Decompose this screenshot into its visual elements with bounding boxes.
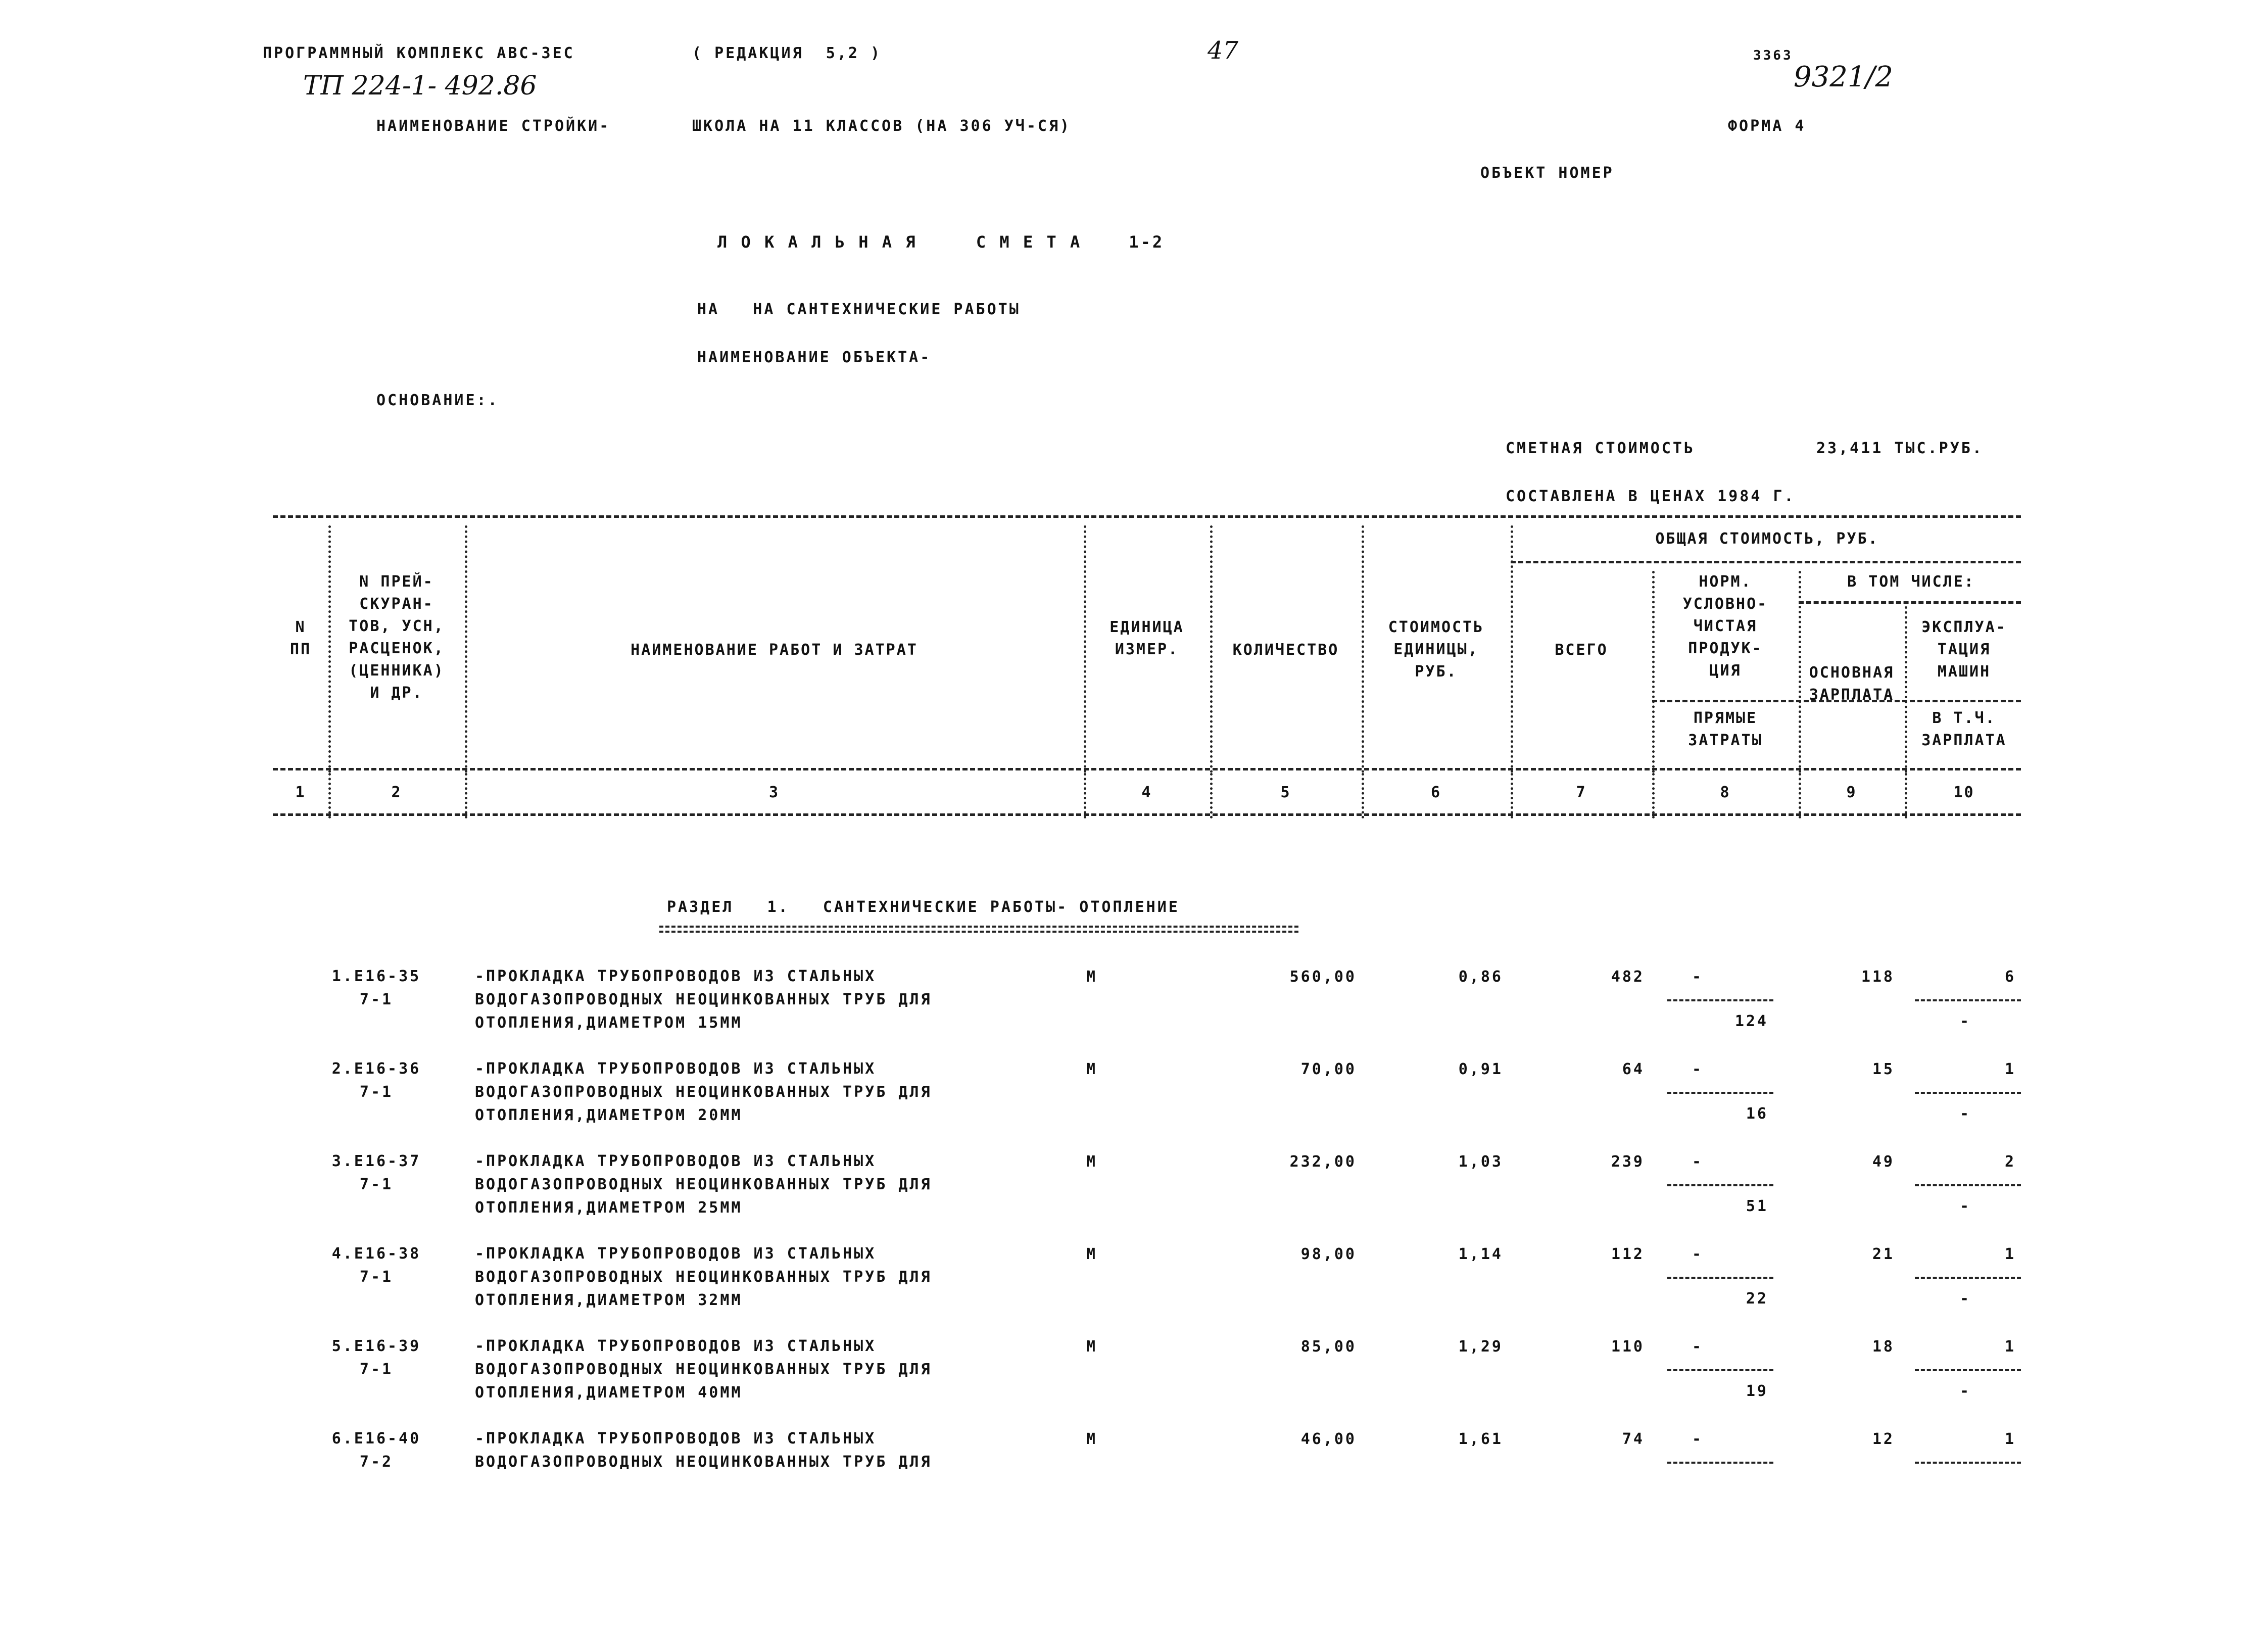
incl-rule — [1799, 601, 2021, 604]
row-qty: 85,00 — [1300, 1338, 1357, 1356]
column-numbers-bottom-rule — [273, 813, 2021, 816]
row-name: -ПРОКЛАДКА ТРУБОПРОВОДОВ ИЗ СТАЛЬНЫХ ВОДОГАЗОПРОВОДНЫХ НЕОЦИНКОВАННЫХ ТРУБ ДЛЯ ОТОПЛЕНИЯ,ДИАМЕТРОМ 40ММ — [475, 1337, 932, 1402]
col-header-group-total: ОБЩАЯ СТОИМОСТЬ, РУБ. — [1655, 530, 1879, 548]
row-mach-wage: - — [1959, 1197, 1971, 1215]
row-price: 1,61 — [1458, 1430, 1503, 1448]
row-direct: 51 — [1746, 1197, 1768, 1215]
cost-label: СМЕТНАЯ СТОИМОСТЬ — [1506, 440, 1696, 457]
row-norm: - — [1692, 968, 1704, 986]
row-wage: 21 — [1872, 1245, 1895, 1263]
row-price: 1,29 — [1458, 1338, 1503, 1356]
section-title: РАЗДЕЛ 1. САНТЕХНИЧЕСКИЕ РАБОТЫ- ОТОПЛЕНИЕ — [667, 898, 1180, 916]
row-qty: 232,00 — [1289, 1153, 1357, 1171]
row-divider — [1667, 1184, 1773, 1186]
row-mach: 1 — [2004, 1245, 2016, 1263]
handwritten-num: 9321/2 — [1794, 61, 1894, 93]
row-mach: 1 — [2004, 1430, 2016, 1448]
row-mach-wage: - — [1959, 1382, 1971, 1400]
row-divider — [1915, 1184, 2021, 1186]
row-unit: М — [1086, 968, 1098, 986]
row-direct: 16 — [1746, 1105, 1768, 1123]
row-total: 64 — [1622, 1060, 1645, 1078]
col-number: 5 — [1280, 784, 1291, 801]
row-norm: - — [1692, 1060, 1704, 1078]
row-direct: 22 — [1746, 1290, 1768, 1308]
row-code: 1.Е16-35 7-1 — [331, 968, 421, 1008]
section-underline — [659, 926, 1298, 928]
col-header-8-bottom: ПРЯМЫЕ ЗАТРАТЫ — [1688, 709, 1763, 749]
row-direct: 124 — [1734, 1012, 1768, 1030]
col-header-1: N ПП — [289, 618, 312, 658]
table-top-rule — [273, 515, 2021, 518]
row-qty: 560,00 — [1289, 968, 1357, 986]
row-total: 110 — [1611, 1338, 1645, 1356]
col-header-7: ВСЕГО — [1555, 641, 1608, 659]
col-number: 4 — [1141, 784, 1152, 801]
col-number: 1 — [295, 784, 306, 801]
row-divider — [1915, 1462, 2021, 1464]
row-unit: М — [1086, 1153, 1098, 1171]
col-number: 8 — [1720, 784, 1731, 801]
row-total: 239 — [1611, 1153, 1645, 1171]
row-divider — [1915, 999, 2021, 1001]
row-name: -ПРОКЛАДКА ТРУБОПРОВОДОВ ИЗ СТАЛЬНЫХ ВОДОГАЗОПРОВОДНЫХ НЕОЦИНКОВАННЫХ ТРУБ ДЛЯ ОТОПЛЕНИЯ,ДИАМЕТРОМ 25ММ — [475, 1152, 932, 1217]
edition-label: ( РЕДАКЦИЯ 5,2 ) — [692, 44, 882, 62]
row-wage: 49 — [1872, 1153, 1895, 1171]
row-price: 0,91 — [1458, 1060, 1503, 1078]
row-divider — [1667, 1277, 1773, 1279]
construction-value: ШКОЛА НА 11 КЛАССОВ (НА 306 УЧ-СЯ) — [692, 117, 1072, 135]
row-mach: 1 — [2004, 1338, 2016, 1356]
row-mach-wage: - — [1959, 1290, 1971, 1308]
construction-label: НАИМЕНОВАНИЕ СТРОЙКИ- — [376, 117, 611, 135]
group-rule — [1511, 561, 2021, 563]
col-header-4: ЕДИНИЦА ИЗМЕР. — [1109, 618, 1184, 658]
row-wage: 12 — [1872, 1430, 1895, 1448]
row-qty: 70,00 — [1300, 1060, 1357, 1078]
row-norm: - — [1692, 1430, 1704, 1448]
table-header-bottom-rule — [273, 768, 2021, 770]
basis-label: ОСНОВАНИЕ:. — [376, 392, 499, 409]
col-header-group-incl: В ТОМ ЧИСЛЕ: — [1847, 573, 1975, 591]
object-name: НАИМЕНОВАНИЕ ОБЪЕКТА- — [697, 349, 932, 366]
row-code: 2.Е16-36 7-1 — [331, 1060, 421, 1101]
row-divider — [1667, 1092, 1773, 1094]
row-divider — [1667, 1462, 1773, 1464]
row-divider — [1915, 1092, 2021, 1094]
col-number: 3 — [768, 784, 780, 801]
row-unit: М — [1086, 1245, 1098, 1263]
row-mach: 6 — [2004, 968, 2016, 986]
object-number: ОБЪЕКТ НОМЕР — [1480, 164, 1614, 182]
col-header-10-top: ЭКСПЛУА- ТАЦИЯ МАШИН — [1921, 618, 2007, 681]
row-code: 4.Е16-38 7-1 — [331, 1245, 421, 1286]
col-header-2: N ПРЕЙ- СКУРАН- ТОВ, УСН, РАСЦЕНОК, (ЦЕННИКА) И ДР. — [349, 573, 445, 702]
col-header-10-bottom: В Т.Ч. ЗАРПЛАТА — [1921, 709, 2007, 749]
col-number: 10 — [1953, 784, 1975, 801]
col-header-8-top: НОРМ. УСЛОВНО- ЧИСТАЯ ПРОДУК- ЦИЯ — [1682, 573, 1768, 680]
program-name: ПРОГРАММНЫЙ КОМПЛЕКС АВС-3ЕС — [263, 44, 575, 62]
row-divider — [1915, 1277, 2021, 1279]
row-price: 1,14 — [1458, 1245, 1503, 1263]
row-unit: М — [1086, 1338, 1098, 1356]
col-header-3: НАИМЕНОВАНИЕ РАБОТ И ЗАТРАТ — [631, 641, 918, 659]
row-total: 74 — [1622, 1430, 1645, 1448]
row-name: -ПРОКЛАДКА ТРУБОПРОВОДОВ ИЗ СТАЛЬНЫХ ВОДОГАЗОПРОВОДНЫХ НЕОЦИНКОВАННЫХ ТРУБ ДЛЯ ОТОПЛЕНИЯ,ДИАМЕТРОМ 32ММ — [475, 1245, 932, 1309]
col-number: 9 — [1846, 784, 1857, 801]
row-total: 112 — [1611, 1245, 1645, 1263]
row-qty: 98,00 — [1300, 1245, 1357, 1263]
row-mach-wage: - — [1959, 1012, 1971, 1030]
row-name: -ПРОКЛАДКА ТРУБОПРОВОДОВ ИЗ СТАЛЬНЫХ ВОДОГАЗОПРОВОДНЫХ НЕОЦИНКОВАННЫХ ТРУБ ДЛЯ ОТОПЛЕНИЯ,ДИАМЕТРОМ 20ММ — [475, 1060, 932, 1124]
estimate-title: Л О К А Л Ь Н А Я С М Е Т А 1-2 — [717, 232, 1165, 252]
row-wage: 118 — [1861, 968, 1895, 986]
col-header-9: ОСНОВНАЯ ЗАРПЛАТА — [1809, 664, 1895, 704]
row-divider — [1667, 999, 1773, 1001]
col-number: 6 — [1430, 784, 1442, 801]
prices-note: СОСТАВЛЕНА В ЦЕНАХ 1984 Г. — [1506, 488, 1796, 505]
col-header-5: КОЛИЧЕСТВО — [1232, 641, 1339, 659]
row-norm: - — [1692, 1338, 1704, 1356]
row-divider — [1667, 1369, 1773, 1371]
col-number: 2 — [391, 784, 402, 801]
cost-value: 23,411 ТЫС.РУБ. — [1816, 440, 1984, 457]
row-code: 6.Е16-40 7-2 — [331, 1430, 421, 1471]
col-number: 7 — [1576, 784, 1587, 801]
row-name: -ПРОКЛАДКА ТРУБОПРОВОДОВ ИЗ СТАЛЬНЫХ ВОДОГАЗОПРОВОДНЫХ НЕОЦИНКОВАННЫХ ТРУБ ДЛЯ — [475, 1430, 932, 1471]
row-qty: 46,00 — [1300, 1430, 1357, 1448]
row-unit: М — [1086, 1060, 1098, 1078]
row-unit: М — [1086, 1430, 1098, 1448]
page-number: 47 — [1208, 36, 1239, 65]
row-norm: - — [1692, 1153, 1704, 1171]
estimate-for: НА НА САНТЕХНИЧЕСКИЕ РАБОТЫ — [697, 301, 1021, 318]
row-name: -ПРОКЛАДКА ТРУБОПРОВОДОВ ИЗ СТАЛЬНЫХ ВОДОГАЗОПРОВОДНЫХ НЕОЦИНКОВАННЫХ ТРУБ ДЛЯ ОТОПЛЕНИЯ,ДИАМЕТРОМ 15ММ — [475, 968, 932, 1032]
form-label: ФОРМА 4 — [1728, 117, 1806, 135]
top-code: 3363 — [1753, 48, 1793, 63]
col-header-6: СТОИМОСТЬ ЕДИНИЦЫ, РУБ. — [1388, 618, 1484, 681]
row-wage: 18 — [1872, 1338, 1895, 1356]
row-mach: 1 — [2004, 1060, 2016, 1078]
row-mach: 2 — [2004, 1153, 2016, 1171]
handwritten-ref: ТП 224-1- 492.86 — [303, 71, 537, 101]
row-code: 5.Е16-39 7-1 — [331, 1337, 421, 1378]
row-code: 3.Е16-37 7-1 — [331, 1152, 421, 1193]
row-wage: 15 — [1872, 1060, 1895, 1078]
row-price: 0,86 — [1458, 968, 1503, 986]
row-divider — [1915, 1369, 2021, 1371]
row-direct: 19 — [1746, 1382, 1768, 1400]
row-price: 1,03 — [1458, 1153, 1503, 1171]
row-norm: - — [1692, 1245, 1704, 1263]
row-mach-wage: - — [1959, 1105, 1971, 1123]
row-total: 482 — [1611, 968, 1645, 986]
